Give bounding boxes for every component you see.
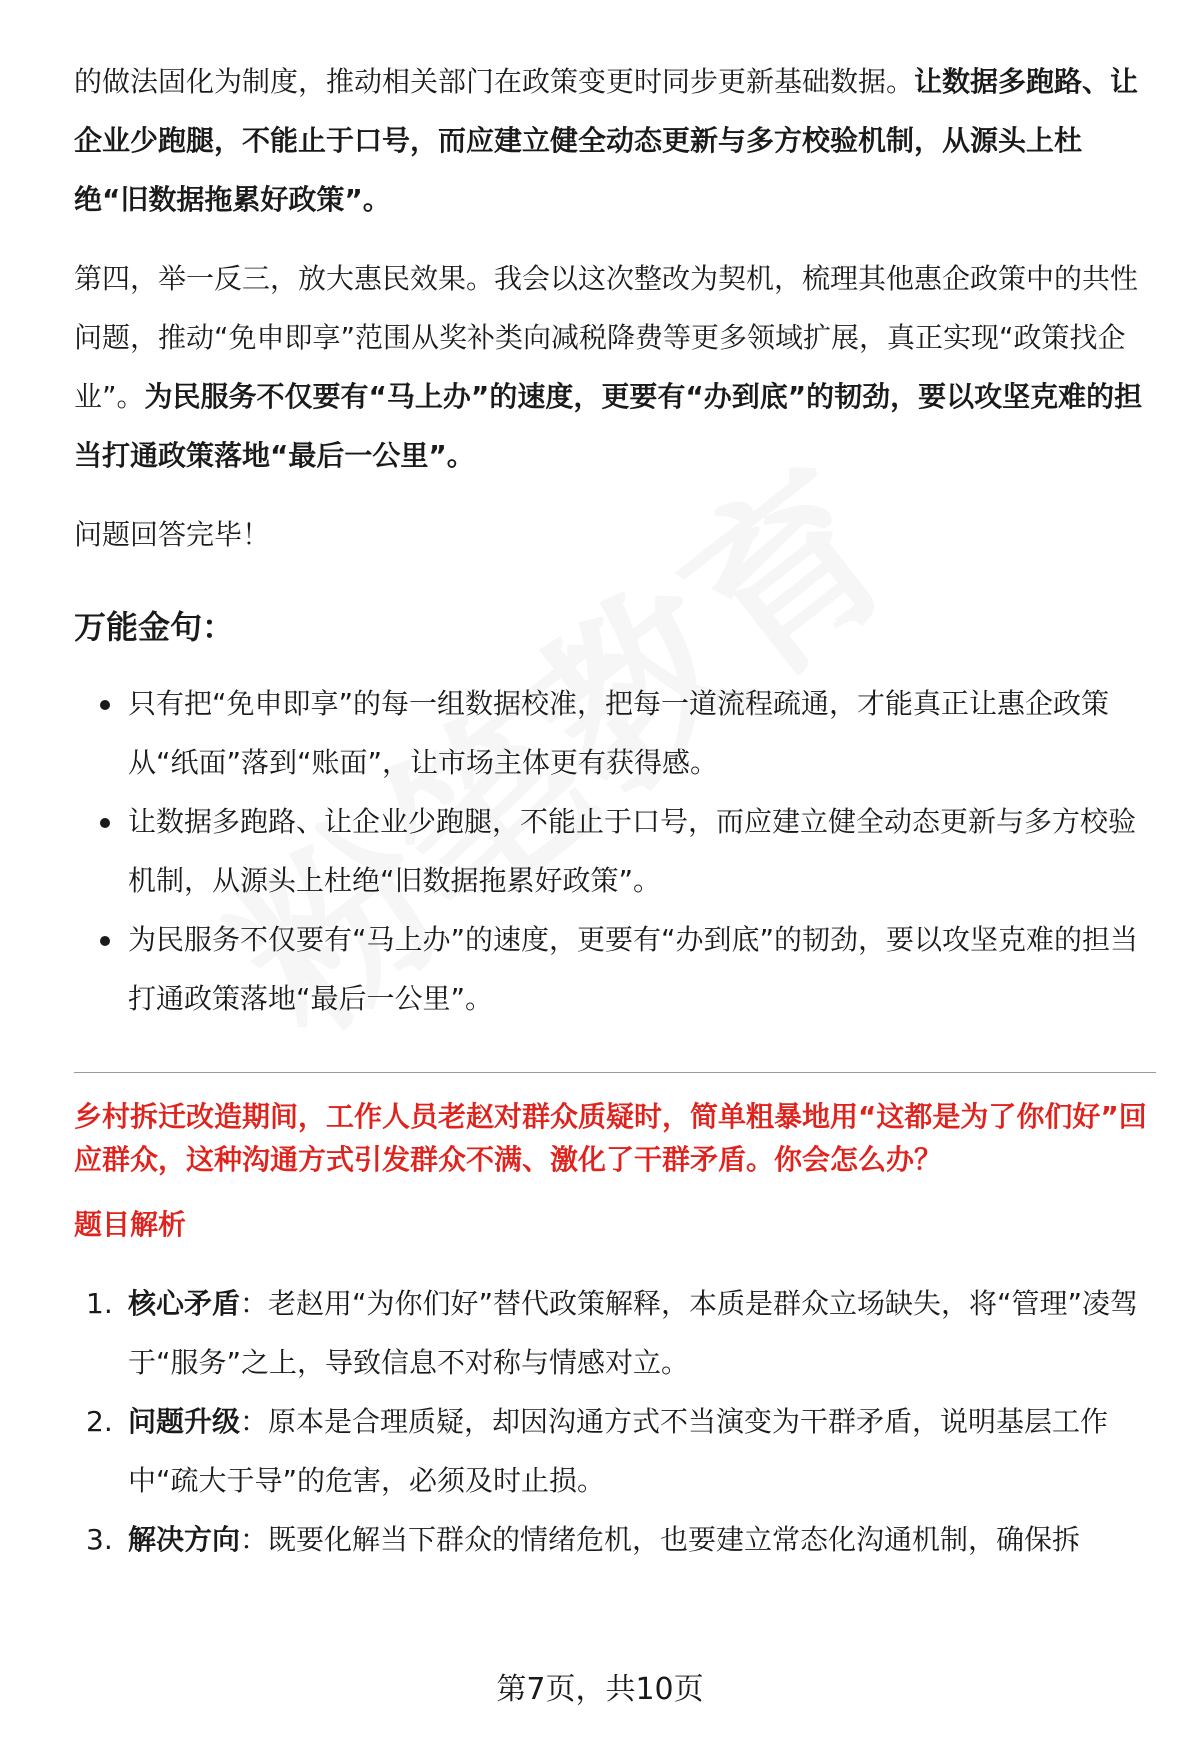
- list-number: 3.: [86, 1523, 113, 1556]
- page-footer: 第7页，共10页: [496, 1672, 704, 1707]
- list-number: 1.: [86, 1287, 113, 1320]
- list-item: [74, 1392, 1154, 1510]
- paragraph-bold-text: 为民服务不仅要有“马上办”的速度，更要有“办到底”的韧劲，要以攻坚克难的担当打通政策落地“最后一公里”。: [74, 380, 1143, 472]
- list-text: ：原本是合理质疑，却因沟通方式不当演变为干群矛盾，说明基层工作中“疏大于导”的危害，必须及时止损。: [128, 1405, 1109, 1497]
- list-text: ：老赵用“为你们好”替代政策解释，本质是群众立场缺失，将“管理”凌驾于“服务”之上，导致信息不对称与情感对立。: [128, 1287, 1139, 1379]
- list-text: ：既要化解当下群众的情绪危机，也要建立常态化沟通机制，确保拆: [240, 1523, 1081, 1556]
- paragraph-text: 第四，举一反三，放大惠民效果。我会以这次整改为契机，梳理其他惠企政策中的共性问题，推动“免申即享”范围从奖补类向减税降费等更多领域扩展，真正实现“政策找企业”。: [74, 262, 1139, 413]
- analysis-heading: 题目解析: [74, 1208, 187, 1241]
- list-item: 让数据多跑路、让企业少跑腿，不能止于口号，而应建立健全动态更新与多方校验机制，从源头上杜绝“旧数据拖累好政策”。: [74, 792, 1154, 910]
- section-divider: [74, 1072, 1156, 1073]
- list-item: 只有把“免申即享”的每一组数据校准，把每一道流程疏通，才能真正让惠企政策从“纸面”落到“账面”，让市场主体更有获得感。: [74, 674, 1154, 792]
- list-term: 核心矛盾: [128, 1287, 241, 1320]
- golden-sentences-list: [74, 674, 1154, 1028]
- document-page: [74, 52, 1154, 1569]
- list-number: 2.: [86, 1405, 113, 1438]
- analysis-list: [74, 1274, 1154, 1569]
- paragraph-data-update: [74, 52, 1154, 229]
- closing-text: 问题回答完毕！: [74, 518, 271, 551]
- question-title: 乡村拆迁改造期间，工作人员老赵对群众质疑时，简单粗暴地用“这都是为了你们好”回应群众，这种沟通方式引发群众不满、激化了干群矛盾。你会怎么办？: [74, 1100, 1147, 1176]
- paragraph-bold-text: 让数据多跑路、让企业少跑腿，不能止于口号，而应建立健全动态更新与多方校验机制，从源头上杜绝“旧数据拖累好政策”。: [74, 65, 1139, 216]
- list-item: [74, 1274, 1154, 1392]
- golden-sentences-heading: 万能金句：: [74, 608, 235, 646]
- list-term: 解决方向: [128, 1523, 241, 1556]
- list-item: 为民服务不仅要有“马上办”的速度，更要有“办到底”的韧劲，要以攻坚克难的担当打通政策落地“最后一公里”。: [74, 910, 1154, 1028]
- paragraph-fourth-point: [74, 249, 1154, 485]
- paragraph-text: 的做法固化为制度，推动相关部门在政策变更时同步更新基础数据。: [74, 65, 915, 98]
- list-term: 问题升级: [128, 1405, 241, 1438]
- list-item: [74, 1510, 1154, 1569]
